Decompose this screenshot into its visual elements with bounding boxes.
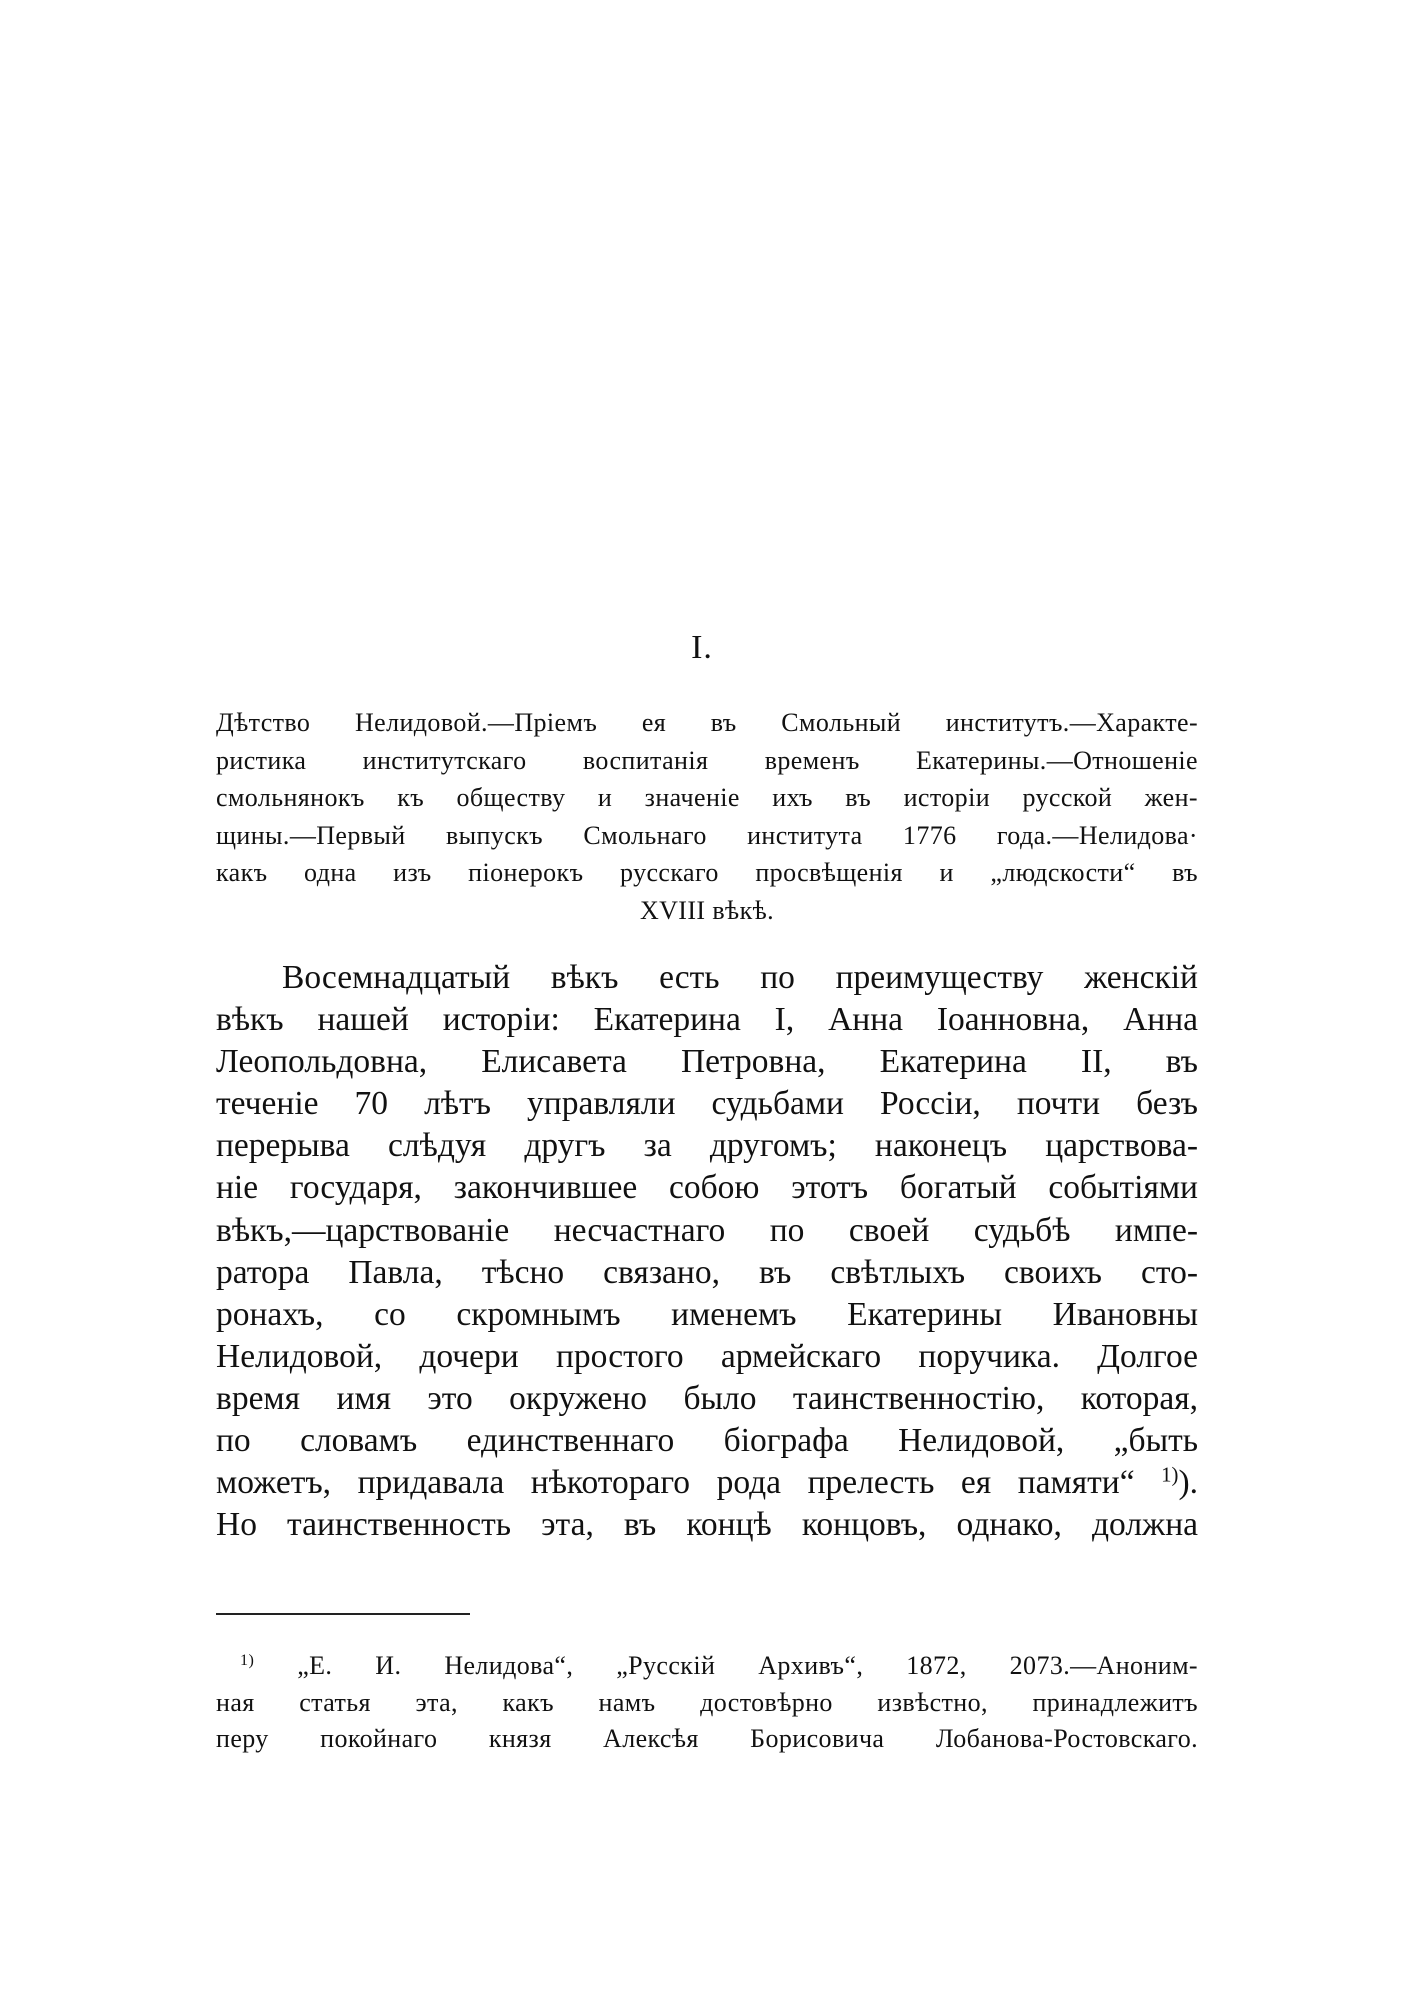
footnote-line: перу покойнаго князя Алексѣя Борисовича Лобанова-Ростовскаго. xyxy=(216,1724,1198,1753)
footnote-line-text: „Е. И. Нелидова“, „Русскій Архивъ“, 1872, 2073.—Аноним- xyxy=(254,1651,1198,1680)
summary-line: смольнянокъ къ обществу и значеніе ихъ въ исторіи русской жен- xyxy=(216,783,1198,813)
body-line: теченіе 70 лѣтъ управляли судьбами Россіи, почти безъ xyxy=(216,1085,1198,1123)
body-line-text: можетъ, придавала нѣкотораго рода прелесть ея памяти“ xyxy=(216,1464,1135,1502)
chapter-summary xyxy=(216,704,1198,930)
summary-line: XVIII вѣкѣ. xyxy=(639,895,775,925)
body-line: Но таинственность эта, въ концѣ концовъ, однако, должна xyxy=(216,1506,1198,1544)
body-line: вѣкъ нашей исторіи: Екатерина I, Анна Іоанновна, Анна xyxy=(216,1001,1198,1039)
footnote-reference: 1) xyxy=(1161,1463,1179,1487)
body-paragraph xyxy=(216,957,1198,1546)
body-line-suffix: ). xyxy=(1178,1464,1198,1502)
body-line: время имя это окружено было таинственностію, которая, xyxy=(216,1379,1198,1417)
summary-line: ристика институтскаго воспитанія временъ Екатерины.—Отношеніе xyxy=(216,745,1198,775)
body-line: Восемнадцатый вѣкъ есть по преимуществу женскій xyxy=(282,959,1198,996)
body-line-with-footnote xyxy=(216,1462,1198,1504)
body-line: ратора Павла, тѣсно связано, въ свѣтлыхъ своихъ сто- xyxy=(216,1253,1198,1291)
footnote-line: ная статья эта, какъ намъ достовѣрно извѣстно, принадлежитъ xyxy=(216,1687,1198,1717)
footnote xyxy=(216,1648,1198,1758)
body-line: перерыва слѣдуя другъ за другомъ; наконецъ царствова- xyxy=(216,1127,1198,1165)
body-line: по словамъ единственнаго біографа Нелидовой, „быть xyxy=(216,1422,1198,1460)
body-line: ніе государя, закончившее собою этотъ богатый событіями xyxy=(216,1169,1198,1207)
footnote-marker: 1) xyxy=(240,1652,255,1670)
summary-line: Дѣтство Нелидовой.—Пріемъ ея въ Смольный институтъ.—Характе- xyxy=(216,708,1198,737)
chapter-number: I. xyxy=(691,629,713,666)
body-line: Нелидовой, дочери простого армейскаго поручика. Долгое xyxy=(216,1337,1198,1375)
summary-line: какъ одна изъ піонерокъ русскаго просвѣщенія и „людскости“ въ xyxy=(216,858,1198,888)
footnote-divider xyxy=(216,1613,470,1615)
body-line: ронахъ, со скромнымъ именемъ Екатерины Ивановны xyxy=(216,1295,1198,1333)
summary-line: щины.—Первый выпускъ Смольнаго института 1776 года.—Нелидова· xyxy=(216,820,1198,850)
body-line: вѣкъ,—царствованіе несчастнаго по своей судьбѣ импе- xyxy=(216,1211,1198,1249)
footnote-line xyxy=(216,1648,1198,1685)
body-line: Леопольдовна, Елисавета Петровна, Екатерина II, въ xyxy=(216,1043,1198,1081)
